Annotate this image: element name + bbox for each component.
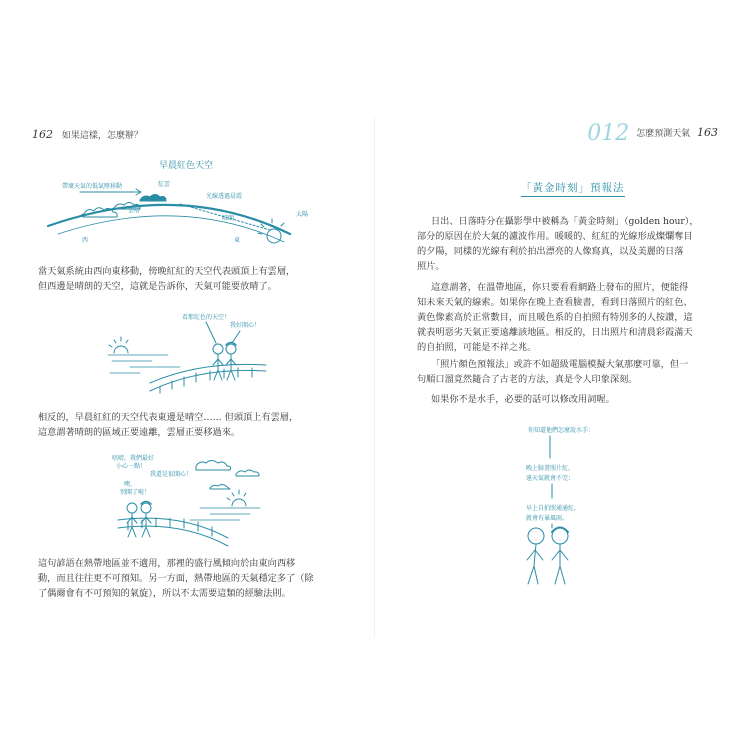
stick-figures-bridge-illustration-1 [0, 305, 375, 395]
left-page-number: 162 [32, 128, 53, 141]
fig2-speech-1: 看那紅色的天空！ [182, 314, 231, 321]
stick-figures-bridge-illustration-2 [0, 450, 375, 550]
text-line: 但西邊是晴朗的天空，這就是告訴你，天氣可能要放晴了。 [38, 281, 277, 292]
figure1-title: 早晨紅色天空 [158, 161, 214, 171]
label-cloud-layer: 雲層 [128, 207, 141, 214]
stick-figure-icon [226, 343, 236, 381]
right-paragraph-3 [417, 357, 717, 387]
morning-red-sky-diagram [0, 150, 375, 260]
sun-icon [227, 490, 246, 506]
right-page-number: 163 [697, 126, 718, 139]
label-sun: 太陽 [296, 211, 309, 218]
label-light: 光線透過晨霞 [206, 193, 243, 200]
left-paragraph-3 [38, 556, 338, 601]
label-west: 西 [82, 237, 89, 244]
water-lines [108, 355, 180, 373]
text-line: 相反的，早晨紅紅的天空代表東邊是晴空…… 但頭頂上有雲層， [38, 412, 299, 423]
right-running-head: 怎麼預測天氣 [636, 129, 691, 139]
sun-icon [109, 337, 128, 353]
text-line: 照片。 [417, 261, 445, 272]
fig3-speech-1a: 唔唷，我們最好 [112, 455, 155, 462]
comic-bubble-2a: 早上自拍照通通紅， [526, 505, 581, 512]
text-line: 當天氣系統由西向東移動，傍晚紅紅的天空代表頭頂上有雲層， [38, 266, 296, 277]
text-line: 就表明惡劣天氣正要遠離該地區。相反的，日出照片和清晨彩霞滿天 [417, 327, 693, 338]
text-line: 的夕陽，同樣的光線有利於拍出漂亮的人像寫真，以及美麗的日落 [417, 246, 684, 257]
label-east: 東 [234, 237, 241, 244]
cloud-icon [196, 461, 259, 490]
right-page [375, 0, 750, 750]
text-line: 「照片顏色預報法」或許不如超級電腦模擬大氣那麼可靠，但一 [431, 359, 689, 370]
right-paragraph-1 [417, 214, 717, 274]
comic-bubble-2b: 就會有暴風雨。 [526, 515, 569, 522]
right-paragraph-2 [417, 280, 717, 355]
text-line: 動，而且往往更不可預知。另一方面，熱帶地區的天氣穩定多了（除 [38, 573, 314, 584]
fig3-speech-2: 我還是很開心！ [150, 471, 193, 478]
text-line: 這意謂著，在溫帶地區，你只要看看網路上發布的照片，便能得 [431, 282, 689, 293]
text-line: 黃色像素高於正常數目，而且暖色系的自拍照有特別多的人按讚，這 [417, 312, 693, 323]
right-paragraph-4 [417, 392, 717, 407]
stick-figure-icon [213, 344, 223, 380]
comic-bubble-1b: 遠天氣就會不完； [526, 475, 575, 482]
text-line: 這句諺語在熱帶地區並不適用，那裡的盛行風傾向於由東向西移 [38, 558, 296, 569]
text-line: 如果你不是水手，必要的話可以修改用詞喔。 [431, 394, 615, 405]
stick-figure-icon [527, 528, 544, 584]
stick-figure-icon [552, 528, 568, 585]
right-running-header [587, 121, 718, 146]
text-line: 知未來天氣的線索。如果你在晚上查看臉書，看到日落照片的紅色、 [417, 297, 693, 308]
sailors-saying-comic [490, 420, 690, 590]
left-running-header [32, 128, 143, 141]
text-line: 的自拍照，可能是不祥之兆。 [417, 342, 537, 353]
left-paragraph-1 [38, 264, 338, 294]
section-title: 「黃金時刻」預報法 [521, 180, 625, 197]
stick-figure-icon [141, 502, 151, 538]
text-line: 部分的原因在於大氣的濾波作用。暖暖的、紅紅的光線形成燦爛奪目 [417, 231, 693, 242]
water-lines [190, 508, 260, 520]
bridge-railing [150, 364, 266, 393]
fig3-speech-3b: 別開了啦！ [120, 489, 151, 496]
fig3-speech-3a: 噢， [124, 481, 137, 488]
stick-figure-icon [127, 503, 137, 537]
left-paragraph-2 [38, 410, 338, 440]
text-line: 日出、日落時分在攝影學中被稱為「黃金時刻」（golden hour）， [431, 216, 699, 227]
label-weather-system: 帶壞天氣的低氣壓移動 [62, 183, 123, 190]
fig3-speech-1b: 小心一點！ [116, 463, 147, 470]
label-cloud: 紅雲 [158, 181, 171, 188]
chapter-number: 012 [587, 121, 630, 146]
text-line: 了偶爾會有不可預知的氣旋），所以不太需要這類的經驗法則。 [38, 588, 291, 599]
left-running-head: 如果這樣，怎麼辦？ [61, 131, 143, 141]
fig2-speech-2: 我好開心！ [230, 322, 261, 329]
text-line: 句順口溜竟然隨合了古老的方法，真是令人印象深刻。 [417, 374, 638, 385]
comic-caption: 你知道他們怎麼說水手： [528, 427, 595, 434]
label-clear: 晴朗 [222, 215, 235, 222]
text-line: 這意謂著晴朗的區域正要遠離，雲層正要移過來。 [38, 427, 241, 438]
comic-bubble-1a: 晚上臉書照片紅， [526, 465, 575, 472]
